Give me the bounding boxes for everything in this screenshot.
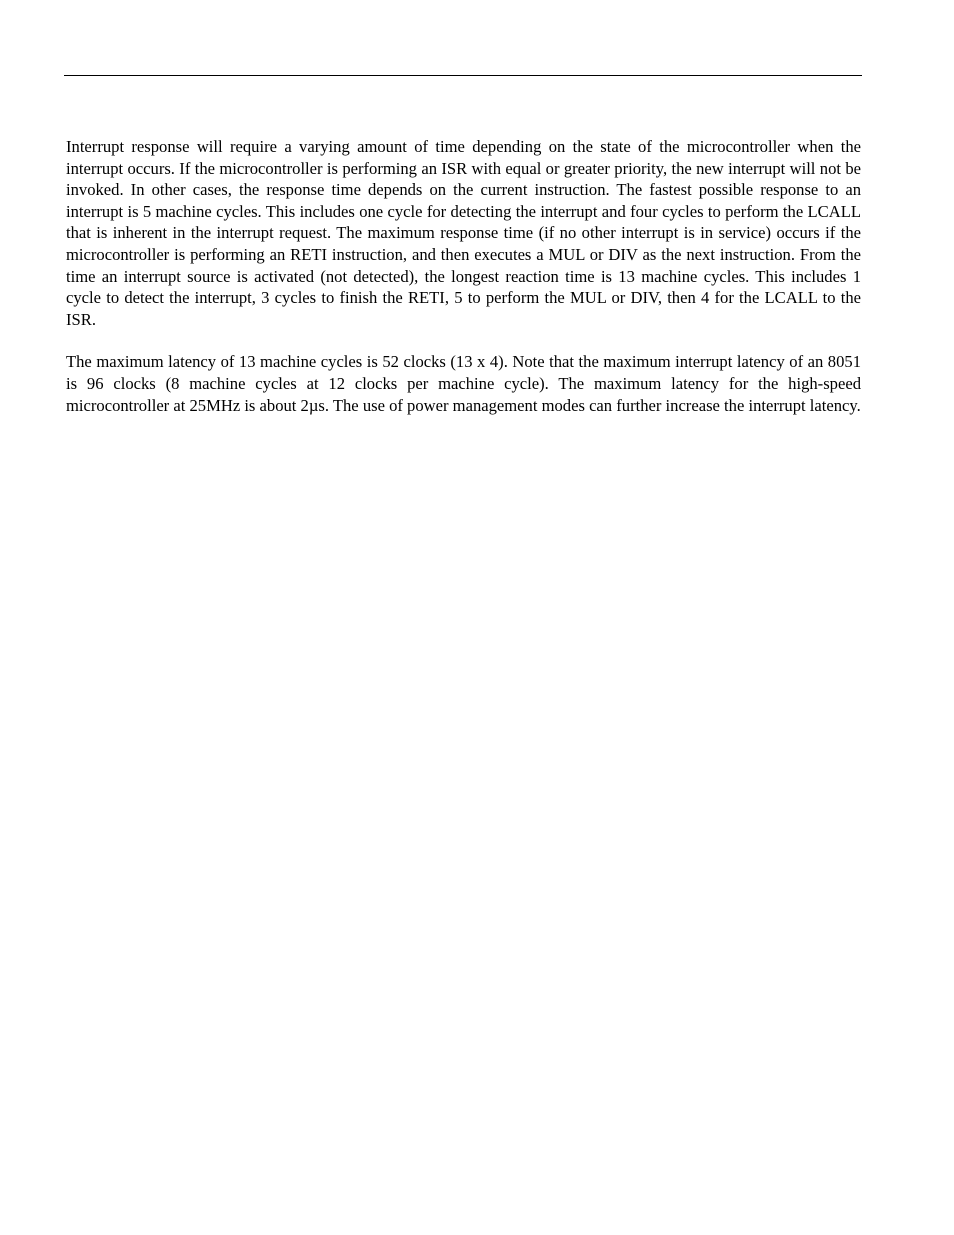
paragraph-interrupt-response: Interrupt response will require a varying amount of time depending on the state of the microcontroller when the interrupt occurs. If the microcontroller is performing an ISR with equal or greater priority, the new interrupt will not be invoked. In other cases, the response time depends on the current instruction. The fastest possible response to an interrupt is 5 machine cycles. This includes one cycle for detecting the interrupt and four cycles to perform the LCALL that is inherent in the interrupt request. The maximum response time (if no other interrupt is in service) occurs if the microcontroller is performing an RETI instruction, and then executes a MUL or DIV as the next instruction. From the time an interrupt source is activated (not detected), the longest reaction time is 13 machine cycles. This includes 1 cycle to detect the interrupt, 3 cycles to finish the RETI, 5 to perform the MUL or DIV, then 4 for the LCALL to the ISR. — [66, 137, 861, 329]
paragraph-maximum-latency: The maximum latency of 13 machine cycles is 52 clocks (13 x 4). Note that the maximum interrupt latency of an 8051 is 96 clocks (8 machine cycles at 12 clocks per machine cycle). The maximum latency for the high-speed microcontroller at 25MHz is about 2µs. The use of power management modes can further increase the interrupt latency. — [66, 352, 861, 415]
page-body — [66, 136, 861, 416]
header-rule — [64, 75, 862, 76]
